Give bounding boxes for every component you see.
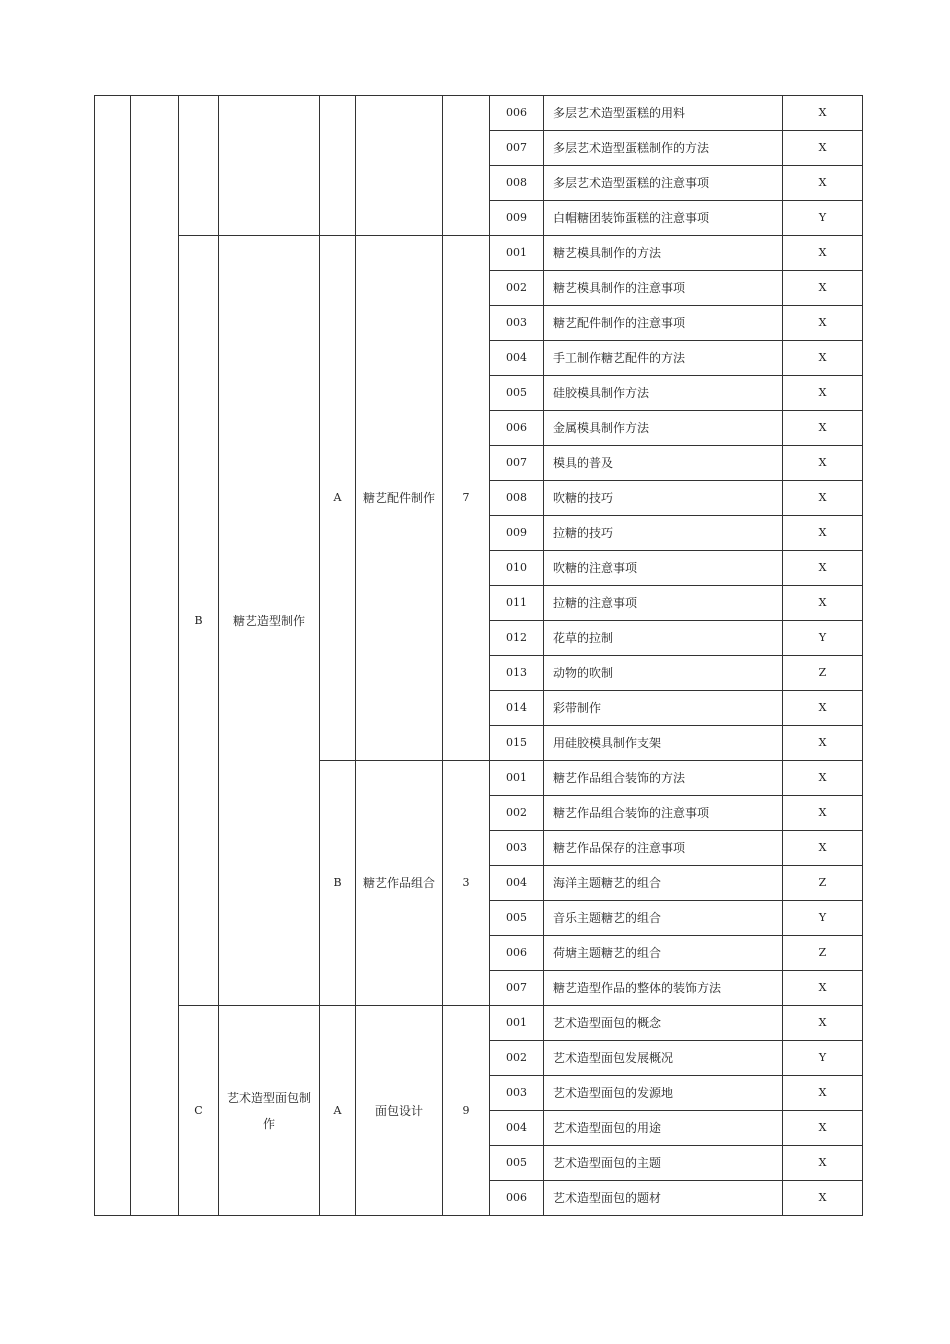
group-code <box>179 96 219 236</box>
item-level: X <box>783 271 863 306</box>
group-name: 艺术造型面包制作 <box>219 1006 320 1216</box>
item-level: X <box>783 726 863 761</box>
item-content: 艺术造型面包的主题 <box>544 1146 783 1181</box>
item-content: 艺术造型面包的发源地 <box>544 1076 783 1111</box>
item-content: 硅胶模具制作方法 <box>544 376 783 411</box>
item-level: X <box>783 376 863 411</box>
subgroup-count: 9 <box>443 1006 490 1216</box>
item-code: 008 <box>490 166 544 201</box>
item-content: 多层艺术造型蛋糕的注意事项 <box>544 166 783 201</box>
item-level: X <box>783 96 863 131</box>
item-content: 艺术造型面包的用途 <box>544 1111 783 1146</box>
item-code: 007 <box>490 131 544 166</box>
item-level: Z <box>783 936 863 971</box>
item-code: 009 <box>490 516 544 551</box>
item-level: X <box>783 691 863 726</box>
item-content: 荷塘主题糖艺的组合 <box>544 936 783 971</box>
item-content: 海洋主题糖艺的组合 <box>544 866 783 901</box>
item-level: X <box>783 516 863 551</box>
subgroup-code: A <box>320 236 356 761</box>
item-code: 001 <box>490 761 544 796</box>
item-level: X <box>783 586 863 621</box>
table-body <box>95 96 863 1216</box>
item-content: 艺术造型面包发展概况 <box>544 1041 783 1076</box>
item-level: Y <box>783 201 863 236</box>
subgroup-name: 糖艺配件制作 <box>356 236 443 761</box>
item-content: 模具的普及 <box>544 446 783 481</box>
subgroup-count: 3 <box>443 761 490 1006</box>
item-code: 009 <box>490 201 544 236</box>
item-code: 006 <box>490 96 544 131</box>
group-name <box>219 96 320 236</box>
item-code: 010 <box>490 551 544 586</box>
item-content: 糖艺作品组合装饰的注意事项 <box>544 796 783 831</box>
item-content: 金属模具制作方法 <box>544 411 783 446</box>
item-level: X <box>783 341 863 376</box>
item-code: 002 <box>490 796 544 831</box>
item-content: 动物的吹制 <box>544 656 783 691</box>
item-level: X <box>783 1006 863 1041</box>
item-code: 006 <box>490 411 544 446</box>
subgroup-name: 面包设计 <box>356 1006 443 1216</box>
item-level: X <box>783 971 863 1006</box>
item-level: Z <box>783 656 863 691</box>
item-content: 用硅胶模具制作支架 <box>544 726 783 761</box>
item-level: Z <box>783 866 863 901</box>
item-code: 002 <box>490 271 544 306</box>
item-content: 彩带制作 <box>544 691 783 726</box>
item-level: Y <box>783 1041 863 1076</box>
item-level: X <box>783 446 863 481</box>
item-level: X <box>783 761 863 796</box>
item-level: X <box>783 166 863 201</box>
item-content: 艺术造型面包的题材 <box>544 1181 783 1216</box>
table-row <box>95 1006 863 1041</box>
table-row <box>95 96 863 131</box>
item-level: X <box>783 1076 863 1111</box>
item-level: X <box>783 1146 863 1181</box>
item-code: 003 <box>490 306 544 341</box>
blank-column-2 <box>131 96 179 1216</box>
item-code: 006 <box>490 936 544 971</box>
item-code: 014 <box>490 691 544 726</box>
item-level: X <box>783 1181 863 1216</box>
blank-column-1 <box>95 96 131 1216</box>
item-level: X <box>783 306 863 341</box>
group-name: 糖艺造型制作 <box>219 236 320 1006</box>
subgroup-code: B <box>320 761 356 1006</box>
subgroup-name: 糖艺作品组合 <box>356 761 443 1006</box>
item-content: 音乐主题糖艺的组合 <box>544 901 783 936</box>
item-level: X <box>783 236 863 271</box>
subgroup-count <box>443 96 490 236</box>
item-content: 拉糖的技巧 <box>544 516 783 551</box>
item-content: 糖艺模具制作的注意事项 <box>544 271 783 306</box>
item-level: Y <box>783 901 863 936</box>
subgroup-code <box>320 96 356 236</box>
item-code: 008 <box>490 481 544 516</box>
item-code: 007 <box>490 446 544 481</box>
item-level: X <box>783 411 863 446</box>
item-code: 013 <box>490 656 544 691</box>
group-code: B <box>179 236 219 1006</box>
item-content: 白帽糖团装饰蛋糕的注意事项 <box>544 201 783 236</box>
item-content: 糖艺作品组合装饰的方法 <box>544 761 783 796</box>
item-content: 多层艺术造型蛋糕制作的方法 <box>544 131 783 166</box>
item-code: 001 <box>490 1006 544 1041</box>
table-row <box>95 236 863 271</box>
item-content: 多层艺术造型蛋糕的用料 <box>544 96 783 131</box>
item-level: X <box>783 551 863 586</box>
item-level: Y <box>783 621 863 656</box>
item-content: 艺术造型面包的概念 <box>544 1006 783 1041</box>
item-code: 011 <box>490 586 544 621</box>
item-code: 003 <box>490 831 544 866</box>
subgroup-count: 7 <box>443 236 490 761</box>
item-code: 005 <box>490 901 544 936</box>
group-code: C <box>179 1006 219 1216</box>
item-content: 吹糖的注意事项 <box>544 551 783 586</box>
item-content: 糖艺配件制作的注意事项 <box>544 306 783 341</box>
item-code: 005 <box>490 376 544 411</box>
item-code: 004 <box>490 341 544 376</box>
item-code: 015 <box>490 726 544 761</box>
item-content: 手工制作糖艺配件的方法 <box>544 341 783 376</box>
item-content: 糖艺模具制作的方法 <box>544 236 783 271</box>
subgroup-name <box>356 96 443 236</box>
item-level: X <box>783 131 863 166</box>
item-code: 007 <box>490 971 544 1006</box>
item-code: 001 <box>490 236 544 271</box>
item-content: 花草的拉制 <box>544 621 783 656</box>
item-code: 005 <box>490 1146 544 1181</box>
item-code: 012 <box>490 621 544 656</box>
subgroup-code: A <box>320 1006 356 1216</box>
item-content: 拉糖的注意事项 <box>544 586 783 621</box>
item-level: X <box>783 831 863 866</box>
item-level: X <box>783 796 863 831</box>
item-code: 002 <box>490 1041 544 1076</box>
item-level: X <box>783 481 863 516</box>
item-content: 吹糖的技巧 <box>544 481 783 516</box>
item-code: 004 <box>490 1111 544 1146</box>
item-code: 003 <box>490 1076 544 1111</box>
item-code: 006 <box>490 1181 544 1216</box>
item-code: 004 <box>490 866 544 901</box>
item-content: 糖艺造型作品的整体的装饰方法 <box>544 971 783 1006</box>
item-content: 糖艺作品保存的注意事项 <box>544 831 783 866</box>
knowledge-table <box>94 95 863 1216</box>
item-level: X <box>783 1111 863 1146</box>
